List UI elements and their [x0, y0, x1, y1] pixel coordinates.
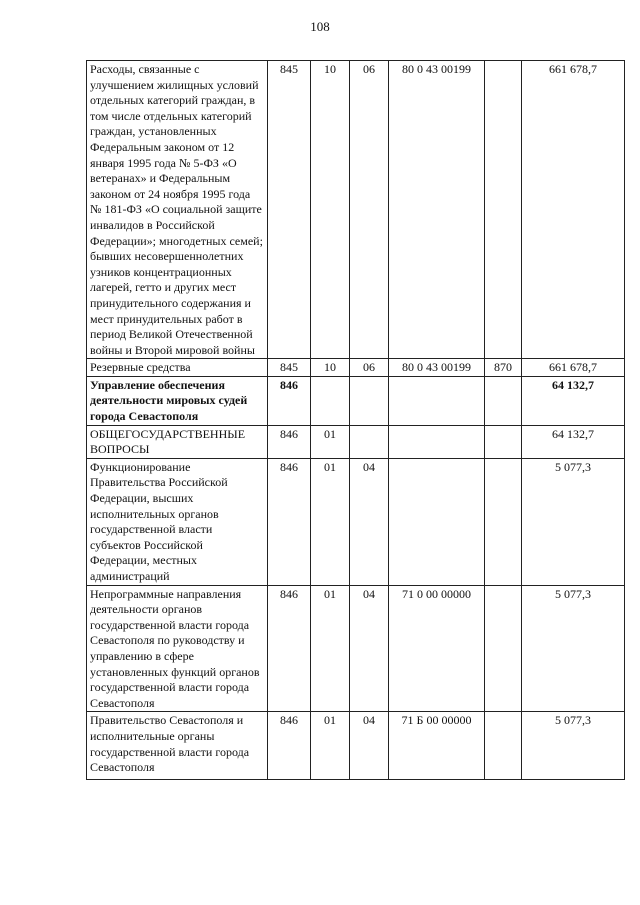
row-name: Управление обеспечения деятельности мировых судей города Севастополя	[87, 376, 268, 425]
row-name: Функционирование Правительства Российской Федерации, высших исполнительных органов государственной власти субъектов Российской Федерации, местных администраций	[87, 458, 268, 585]
expense-type	[485, 458, 522, 585]
target-article: 80 0 43 00199	[389, 359, 485, 377]
expense-type	[485, 712, 522, 780]
subsection-code: 04	[350, 585, 389, 712]
ministry-code: 845	[268, 359, 311, 377]
section-code: 01	[311, 458, 350, 585]
section-code: 01	[311, 585, 350, 712]
section-code: 01	[311, 712, 350, 780]
ministry-code: 846	[268, 425, 311, 458]
table-row	[87, 712, 625, 780]
amount: 64 132,7	[522, 425, 625, 458]
expense-type	[485, 376, 522, 425]
expense-type	[485, 585, 522, 712]
subsection-code: 04	[350, 458, 389, 585]
ministry-code: 846	[268, 458, 311, 585]
target-article	[389, 425, 485, 458]
target-article: 71 Б 00 00000	[389, 712, 485, 780]
ministry-code: 845	[268, 61, 311, 359]
row-name: Непрограммные направления деятельности органов государственной власти города Севастополя по руководству и управлению в сфере установленных функций органов государственной власти города Севастополя	[87, 585, 268, 712]
row-name: Правительство Севастополя и исполнительные органы государственной власти города Севастополя	[87, 712, 268, 780]
expense-type	[485, 425, 522, 458]
section-code: 01	[311, 425, 350, 458]
ministry-code: 846	[268, 712, 311, 780]
expense-type	[485, 61, 522, 359]
table-row	[87, 458, 625, 585]
section-code: 10	[311, 359, 350, 377]
row-name: Резервные средства	[87, 359, 268, 377]
table-row	[87, 61, 625, 359]
subsection-code	[350, 425, 389, 458]
target-article: 71 0 00 00000	[389, 585, 485, 712]
row-name: ОБЩЕГОСУДАРСТВЕННЫЕ ВОПРОСЫ	[87, 425, 268, 458]
section-code: 10	[311, 61, 350, 359]
target-article	[389, 376, 485, 425]
amount: 5 077,3	[522, 585, 625, 712]
expense-type: 870	[485, 359, 522, 377]
subsection-code	[350, 376, 389, 425]
ministry-code: 846	[268, 376, 311, 425]
budget-table	[86, 60, 625, 780]
table-row	[87, 585, 625, 712]
ministry-code: 846	[268, 585, 311, 712]
amount: 5 077,3	[522, 712, 625, 780]
amount: 5 077,3	[522, 458, 625, 585]
amount: 661 678,7	[522, 359, 625, 377]
target-article: 80 0 43 00199	[389, 61, 485, 359]
table-row	[87, 376, 625, 425]
target-article	[389, 458, 485, 585]
amount: 661 678,7	[522, 61, 625, 359]
section-code	[311, 376, 350, 425]
table-row	[87, 425, 625, 458]
subsection-code: 06	[350, 61, 389, 359]
amount: 64 132,7	[522, 376, 625, 425]
table-row	[87, 359, 625, 377]
page-number: 108	[310, 19, 330, 34]
subsection-code: 04	[350, 712, 389, 780]
subsection-code: 06	[350, 359, 389, 377]
row-name: Расходы, связанные с улучшением жилищных условий отдельных категорий граждан, в том числе отдельных категорий граждан, установленных Федеральным законом от 12 января 1995 года № 5-ФЗ «О ветеранах» и Федеральным законом от 24 ноября 1995 года № 181-ФЗ «О социальной защите инвалидов в Российской Федерации»; многодетных семей; бывших несовершеннолетних узников концентрационных лагерей, гетто и других мест принудительного содержания и мест принудительных работ в период Великой Отечественной войны и Второй мировой войны	[87, 61, 268, 359]
